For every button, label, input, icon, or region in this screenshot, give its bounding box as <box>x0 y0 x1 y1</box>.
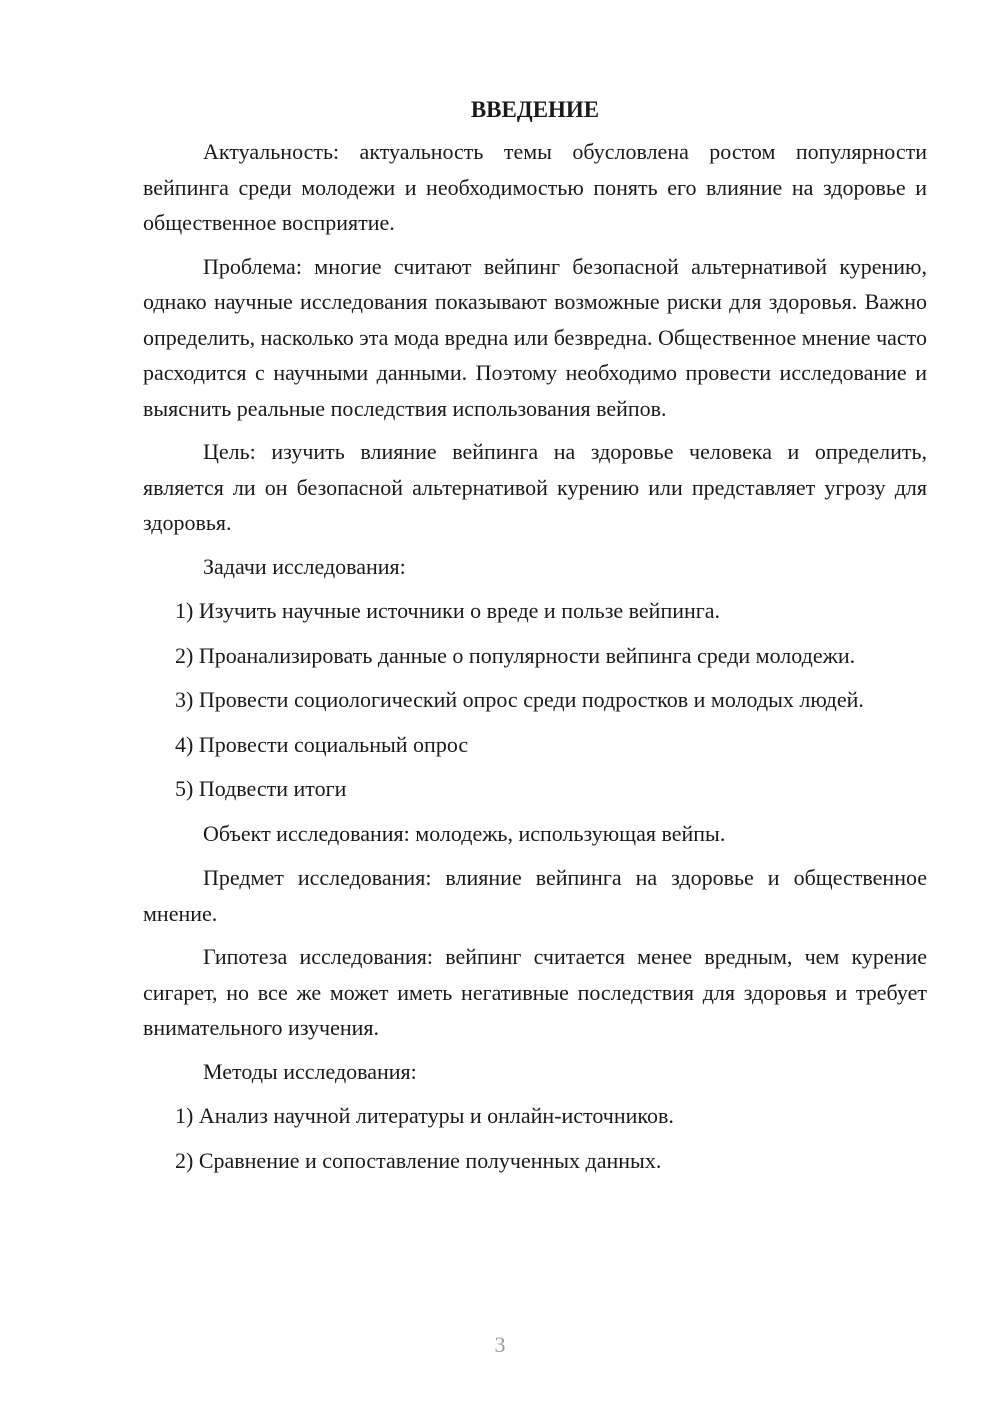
task-item: 4) Провести социальный опрос <box>175 731 469 757</box>
paragraph-goal: Цель: изучить влияние вейпинга на здоровье человека и определить, является ли он безопасной альтернативой курению или представляет угрозу для здоровья. <box>143 439 927 535</box>
task-item: 5) Подвести итоги <box>175 776 347 801</box>
method-item: 1) Анализ научной литературы и онлайн-источников. <box>175 1103 674 1128</box>
tasks-heading: Задачи исследования: <box>203 553 406 579</box>
page-title: ВВЕДЕНИЕ <box>470 97 600 122</box>
task-item: 1) Изучить научные источники о вреде и пользе вейпинга. <box>175 598 721 623</box>
task-item: 2) Проанализировать данные о популярности вейпинга среди молодежи. <box>175 642 856 668</box>
paragraph-object: Объект исследования: молодежь, использующая вейпы. <box>203 820 726 846</box>
method-item: 2) Сравнение и сопоставление полученных данных. <box>175 1147 662 1173</box>
page-number: 3 <box>494 1332 506 1357</box>
methods-heading: Методы исследования: <box>203 1058 417 1084</box>
paragraph-actuality: Актуальность: актуальность темы обусловлена ростом популярности вейпинга среди молодежи и необходимостью понять его влияние на здоровье и общественное восприятие. <box>143 139 927 235</box>
paragraph-hypothesis: Гипотеза исследования: вейпинг считается менее вредным, чем курение сигарет, но все же может иметь негативные последствия для здоровья и требует внимательного изучения. <box>143 944 927 1040</box>
document-page <box>143 92 927 1187</box>
task-item: 3) Провести социологический опрос среди подростков и молодых людей. <box>175 687 864 712</box>
paragraph-subject: Предмет исследования: влияние вейпинга на здоровье и общественное мнение. <box>143 865 927 926</box>
paragraph-problem: Проблема: многие считают вейпинг безопасной альтернативой курению, однако научные исследования показывают возможные риски для здоровья. Важно определить, насколько эта мода вредна или безвредна. Общественное мнение часто расходится с научными данными. Поэтому необходимо провести исследование и выяснить реальные последствия использования вейпов. <box>143 253 927 421</box>
